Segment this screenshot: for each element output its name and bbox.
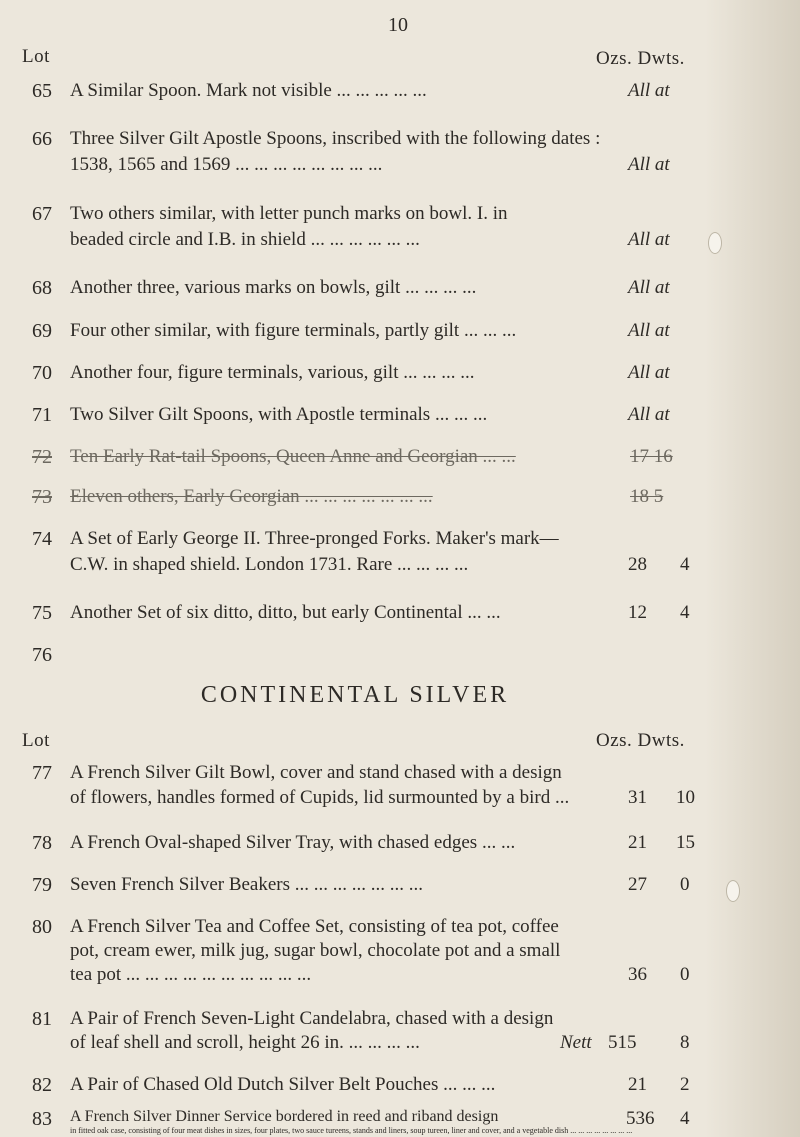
lot-ozs: 27 [628, 874, 647, 895]
lot-value: All at [628, 362, 670, 383]
page-number: 10 [388, 14, 408, 36]
lot-ozs: 536 [626, 1108, 655, 1129]
lot-description-line: Two others similar, with letter punch marks on bowl. I. in [70, 203, 508, 224]
lot-number: 73 [32, 486, 52, 508]
lot-description-line: A French Silver Dinner Service bordered in reed and riband design [70, 1108, 499, 1125]
lot-number: 68 [32, 277, 52, 299]
section-title: CONTINENTAL SILVER [200, 682, 510, 708]
lot-ozs: 515 [608, 1032, 637, 1053]
lot-description-line: Eleven others, Early Georgian ... ... ... ... ... ... ... [70, 486, 433, 507]
lot-dwts: 8 [680, 1032, 690, 1053]
lot-description-line: A French Oval-shaped Silver Tray, with chased edges ... ... [70, 832, 516, 853]
lot-description-line: beaded circle and I.B. in shield ... ... ... ... ... ... [70, 229, 420, 250]
lot-number: 67 [32, 203, 52, 225]
lot-description-line: Ten Early Rat-tail Spoons, Queen Anne and Georgian ... ... [70, 446, 516, 467]
lot-number: 75 [32, 602, 52, 624]
lot-description-line: A Set of Early George II. Three-pronged Forks. Maker's mark— [70, 528, 559, 549]
lot-description-line: A Pair of French Seven-Light Candelabra, chased with a design [70, 1008, 554, 1029]
lot-value: All at [628, 277, 670, 298]
lot-description-line: 1538, 1565 and 1569 ... ... ... ... ... ... ... ... [70, 154, 383, 175]
binding-hole [708, 232, 722, 254]
lot-number: 66 [32, 128, 52, 150]
lot-description-line: Seven French Silver Beakers ... ... ... ... ... ... ... [70, 874, 424, 895]
lot-description-line: Two Silver Gilt Spoons, with Apostle terminals ... ... ... [70, 404, 488, 425]
lot-ozs: 12 [628, 602, 647, 623]
lot-number: 80 [32, 916, 52, 938]
lot-description-line: Four other similar, with figure terminals, partly gilt ... ... ... [70, 320, 517, 341]
lot-value: All at [628, 80, 670, 101]
lot-column-header: Lot [22, 46, 50, 67]
lot-description-line: A Similar Spoon. Mark not visible ... ... ... ... ... [70, 80, 427, 101]
binding-hole [726, 880, 740, 902]
lot-description-line: A Pair of Chased Old Dutch Silver Belt Pouches ... ... ... [70, 1074, 496, 1095]
lot-value: All at [628, 154, 670, 175]
lot-number: 71 [32, 404, 52, 426]
lot-value: All at [628, 229, 670, 250]
ozs-dwts-column-header: Ozs. Dwts. [596, 730, 685, 751]
lot-number: 65 [32, 80, 52, 102]
lot-value: 18 5 [630, 486, 664, 507]
lot-description-line: tea pot ... ... ... ... ... ... ... ... ... ... [70, 964, 312, 985]
lot-description-continued: in fitted oak case, consisting of four meat dishes in sizes, four plates, two sauce tureens, stands and liners, soup tureen, liner and cover, and a vegetable dish ... ... ... ... ... ... ... ... [70, 1126, 633, 1135]
lot-description-line: Another Set of six ditto, ditto, but early Continental ... ... [70, 602, 501, 623]
lot-value-prefix: Nett [560, 1032, 592, 1053]
lot-number: 79 [32, 874, 52, 896]
lot-dwts: 15 [676, 832, 695, 853]
lot-ozs: 28 [628, 554, 647, 575]
lot-number: 70 [32, 362, 52, 384]
lot-dwts: 10 [676, 787, 695, 808]
lot-description-line: Three Silver Gilt Apostle Spoons, inscribed with the following dates : [70, 128, 601, 149]
lot-ozs: 21 [628, 832, 647, 853]
lot-description-line: A French Silver Tea and Coffee Set, consisting of tea pot, coffee [70, 916, 559, 937]
lot-value: 17 16 [630, 446, 673, 467]
lot-value: All at [628, 320, 670, 341]
lot-ozs: 21 [628, 1074, 647, 1095]
lot-value: All at [628, 404, 670, 425]
lot-dwts: 4 [680, 554, 690, 575]
lot-number: 77 [32, 762, 52, 784]
lot-description-line: Another four, figure terminals, various, gilt ... ... ... ... [70, 362, 475, 383]
lot-description-line: C.W. in shaped shield. London 1731. Rare ... ... ... ... [70, 554, 469, 575]
lot-dwts: 4 [680, 1108, 690, 1129]
ozs-dwts-column-header: Ozs. Dwts. [596, 48, 685, 69]
lot-number: 72 [32, 446, 52, 468]
page-edge-shadow [705, 0, 800, 1137]
lot-number: 78 [32, 832, 52, 854]
lot-number: 81 [32, 1008, 52, 1030]
lot-description-line: pot, cream ewer, milk jug, sugar bowl, chocolate pot and a small [70, 940, 561, 961]
lot-number: 74 [32, 528, 52, 550]
lot-description-line: of leaf shell and scroll, height 26 in. ... ... ... ... [70, 1032, 420, 1053]
lot-number: 83 [32, 1108, 52, 1130]
lot-description-line: Another three, various marks on bowls, gilt ... ... ... ... [70, 277, 477, 298]
lot-number: 76 [32, 644, 52, 666]
lot-description-line: A French Silver Gilt Bowl, cover and stand chased with a design [70, 762, 562, 783]
lot-ozs: 31 [628, 787, 647, 808]
lot-dwts: 0 [680, 874, 690, 895]
lot-dwts: 2 [680, 1074, 690, 1095]
lot-number: 82 [32, 1074, 52, 1096]
lot-description-line: of flowers, handles formed of Cupids, lid surmounted by a bird ... [70, 787, 570, 808]
lot-dwts: 0 [680, 964, 690, 985]
lot-number: 69 [32, 320, 52, 342]
lot-dwts: 4 [680, 602, 690, 623]
lot-column-header: Lot [22, 730, 50, 751]
lot-ozs: 36 [628, 964, 647, 985]
